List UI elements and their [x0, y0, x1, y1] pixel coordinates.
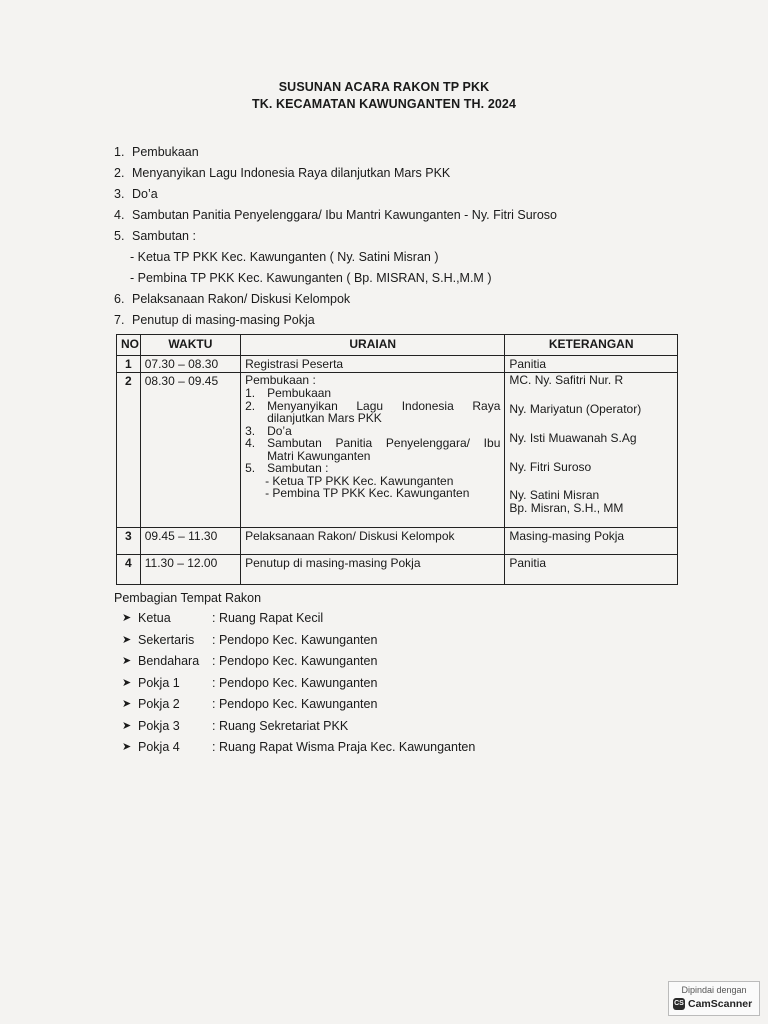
list-item: 1. Pembukaan [245, 386, 332, 400]
scanner-caption: Dipindai dengan [681, 985, 747, 995]
list-item: 5. Sambutan : [245, 461, 329, 475]
arrow-icon: ➤ [122, 655, 132, 667]
agenda-item: 6. Pelaksanaan Rakon/ Diskusi Kelompok [114, 292, 351, 306]
agenda-item: 5. Sambutan : [114, 229, 196, 243]
row-uraian: Registrasi Peserta [241, 356, 505, 373]
camscanner-icon: CS [673, 998, 685, 1010]
row-keterangan: Masing-masing Pokja [505, 528, 678, 555]
table-row [117, 373, 678, 528]
header-keterangan: KETERANGAN [505, 335, 678, 356]
table-row [117, 528, 678, 555]
uraian-subitem: - Pembina TP PKK Kec. Kawunganten [265, 486, 470, 500]
row-uraian [241, 373, 505, 528]
keterangan-line: Ny. Isti Muawanah S.Ag [509, 431, 637, 445]
row-no: 1 [117, 356, 141, 373]
arrow-icon: ➤ [122, 741, 132, 753]
agenda-item: 2. Menyanyikan Lagu Indonesia Raya dilanjutkan Mars PKK [114, 166, 451, 180]
document-title: SUSUNAN ACARA RAKON TP PKK [278, 80, 490, 94]
header-no: NO [117, 335, 141, 356]
agenda-subitem: - Ketua TP PKK Kec. Kawunganten ( Ny. Satini Misran ) [130, 250, 439, 264]
keterangan-line: Ny. Fitri Suroso [509, 460, 592, 474]
camscanner-badge [668, 981, 760, 1016]
agenda-list [114, 142, 674, 331]
row-keterangan: Panitia [505, 555, 678, 585]
section-title: Pembagian Tempat Rakon [114, 591, 262, 605]
row-keterangan: Panitia [505, 356, 678, 373]
uraian-subitem: - Ketua TP PKK Kec. Kawunganten [265, 473, 454, 488]
keterangan-line: MC. Ny. Safitri Nur. R [509, 373, 624, 387]
arrow-icon: ➤ [122, 633, 132, 646]
arrow-icon: ➤ [122, 612, 132, 624]
table-row [117, 555, 678, 585]
arrow-icon: ➤ [122, 676, 132, 689]
row-waktu: 07.30 – 08.30 [140, 356, 240, 373]
agenda-item: 3. Do’a [114, 187, 158, 201]
schedule-table [116, 334, 678, 585]
row-waktu: 11.30 – 12.00 [140, 555, 240, 585]
agenda-item: 4. Sambutan Panitia Penyelenggara/ Ibu Mantri Kawunganten - Ny. Fitri Suroso [114, 208, 557, 222]
arrow-icon: ➤ [122, 698, 132, 710]
keterangan-line: Ny. Mariyatun (Operator) [509, 402, 642, 416]
row-no: 3 [117, 528, 141, 555]
row-keterangan [505, 373, 678, 528]
header-waktu: WAKTU [140, 335, 240, 356]
agenda-item: 7. Penutup di masing-masing Pokja [114, 313, 315, 327]
row-no: 2 [117, 373, 141, 528]
document-subtitle: TK. KECAMATAN KAWUNGANTEN TH. 2024 [251, 97, 517, 111]
agenda-subitem: - Pembina TP PKK Kec. Kawunganten ( Bp. MISRAN, S.H.,M.M ) [130, 271, 492, 285]
row-waktu: 09.45 – 11.30 [140, 528, 240, 555]
list-item: 2. Menyanyikan Lagu Indonesia Raya dilanjutkan Mars PKK [245, 398, 501, 425]
row-waktu: 08.30 – 09.45 [140, 373, 240, 528]
keterangan-line: Ny. Satini Misran [509, 488, 600, 502]
list-item: 3. Do’a [245, 423, 292, 438]
table-row [117, 356, 678, 373]
row-uraian: Penutup di masing-masing Pokja [241, 555, 505, 585]
agenda-item: 1. Pembukaan [114, 145, 199, 159]
keterangan-line: Bp. Misran, S.H., MM [509, 501, 624, 515]
uraian-title: Pembukaan : [245, 373, 316, 387]
header-uraian: URAIAN [241, 335, 505, 356]
document-page: SUSUNAN ACARA RAKON TP PKK TK. KECAMATAN KAWUNGANTEN TH. 2024 1. Pembukaan 2. Menyanyikan Lagu Indonesia Raya dilanjutkan Mars PKK 3. Do’a 4. Sambutan Panitia Penyelenggara/ Ibu Mantri Kawunganten - Ny. Fitri Suroso 5. Sambutan : - Ketua TP PKK Kec. Kawunganten ( Ny. Satini Misran ) - Pembina TP PKK Kec. Kawunganten ( Bp. MISRAN, S.H.,M.M ) 6. Pelaksanaan Rakon/ Diskusi Kelompok 7. Penutup di masing-masing Pokja NO WAKTU URAIAN KETERANGAN 1 07.30 – 08.30 Registrasi Peserta Panitia 2 08.30 – 09.45 Pembukaan : 1. Pembukaan 2. Menyanyikan Lagu Indonesia Raya dilanjutkan Mars PKK 3. Do’a 4. Sambutan Panitia Penyelenggara/ Ibu Matri Kawunganten 5. Sambutan : - Ketua TP PKK Kec. Kawunganten - Pembina TP PKK Kec. Kawunganten MC. Ny. Safitri Nur. R Ny. Mariyatun (Operator) Ny. Isti Muawanah S.Ag Ny. Fitri Suroso Ny. Satini Misran Bp. Misran, S.H., MM 3 09.45 – 11.30 Pelaksanaan Rakon/ Diskusi Kelompok Masing-masing Pokja 4 11.30 – 12.00 Penutup di masing-masing Pokja Panitia Pembagian Tempat Rakon ➤ Ketua : Ruang Rapat Kecil ➤ Sekertaris : Pendopo Kec. Kawunganten ➤ Bendahara : Pendopo Kec. Kawunganten ➤ Pokja 1 : Pendopo Kec. Kawunganten ➤ Pokja 2 : Pendopo Kec. Kawunganten ➤ Pokja 3 : Ruang Sekretariat PKK ➤ Pokja 4 : Ruang Rapat Wisma Praja Kec. Kawunganten Dipindai dengan CS CamScanner [0, 0, 768, 1024]
scanner-brand: CamScanner [688, 998, 753, 1010]
row-uraian: Pelaksanaan Rakon/ Diskusi Kelompok [241, 528, 505, 555]
list-item: 4. Sambutan Panitia Penyelenggara/ Ibu Matri Kawunganten [245, 436, 501, 463]
table-header-row [117, 335, 678, 356]
row-no: 4 [117, 555, 141, 585]
arrow-icon: ➤ [122, 719, 132, 732]
uraian-list [245, 387, 500, 475]
